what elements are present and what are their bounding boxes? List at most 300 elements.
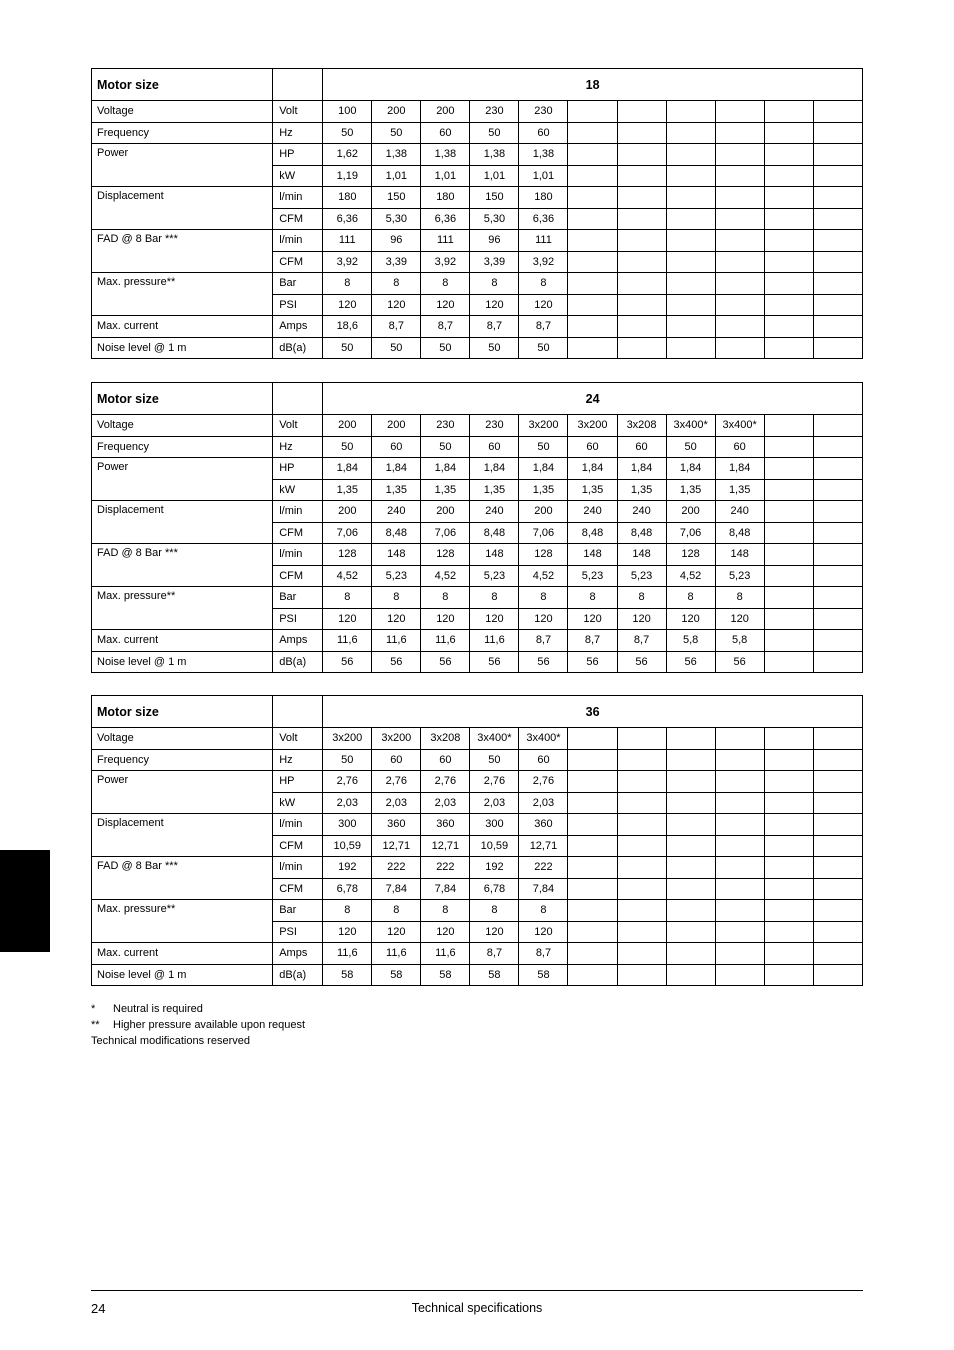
value-cell: 50 — [470, 749, 519, 771]
value-cell — [715, 208, 764, 230]
value-cell — [715, 728, 764, 750]
value-cell — [568, 230, 617, 252]
row-unit: l/min — [273, 857, 323, 879]
value-cell — [617, 294, 666, 316]
value-cell: 3x200 — [372, 728, 421, 750]
table-row — [92, 230, 863, 252]
row-unit: dB(a) — [273, 651, 323, 673]
row-label: Power — [92, 458, 273, 501]
value-cell — [813, 792, 862, 814]
row-label: Noise level @ 1 m — [92, 651, 273, 673]
value-cell — [813, 651, 862, 673]
value-cell: 1,84 — [421, 458, 470, 480]
value-cell — [715, 771, 764, 793]
header-row — [92, 69, 863, 101]
motor-size-label: Motor size — [92, 69, 273, 101]
value-cell: 3,92 — [421, 251, 470, 273]
value-cell — [666, 921, 715, 943]
table-row — [92, 101, 863, 123]
value-cell — [568, 187, 617, 209]
value-cell — [666, 728, 715, 750]
value-cell: 128 — [421, 544, 470, 566]
value-cell: 1,35 — [568, 479, 617, 501]
value-cell — [568, 921, 617, 943]
value-cell: 8 — [617, 587, 666, 609]
table-row — [92, 630, 863, 652]
value-cell: 1,35 — [421, 479, 470, 501]
value-cell: 50 — [323, 749, 372, 771]
value-cell: 1,01 — [519, 165, 568, 187]
row-label: Power — [92, 144, 273, 187]
value-cell: 100 — [323, 101, 372, 123]
value-cell: 7,84 — [372, 878, 421, 900]
value-cell — [764, 544, 813, 566]
value-cell: 8 — [519, 273, 568, 295]
value-cell: 128 — [323, 544, 372, 566]
row-label: Max. current — [92, 316, 273, 338]
value-cell: 18,6 — [323, 316, 372, 338]
value-cell — [715, 749, 764, 771]
value-cell: 60 — [421, 122, 470, 144]
value-cell: 3x400* — [519, 728, 568, 750]
value-cell — [715, 165, 764, 187]
row-label: Max. pressure** — [92, 587, 273, 630]
row-unit: Hz — [273, 436, 323, 458]
value-cell: 50 — [470, 122, 519, 144]
value-cell — [568, 101, 617, 123]
table-row — [92, 187, 863, 209]
value-cell — [813, 501, 862, 523]
value-cell — [617, 165, 666, 187]
table-row — [92, 122, 863, 144]
value-cell: 4,52 — [519, 565, 568, 587]
row-label: Max. current — [92, 630, 273, 652]
value-cell — [764, 415, 813, 437]
table-row — [92, 964, 863, 986]
value-cell: 6,78 — [470, 878, 519, 900]
value-cell — [813, 608, 862, 630]
value-cell: 240 — [715, 501, 764, 523]
value-cell: 8,48 — [470, 522, 519, 544]
value-cell — [715, 900, 764, 922]
value-cell — [568, 316, 617, 338]
table-row — [92, 544, 863, 566]
value-cell: 230 — [421, 415, 470, 437]
header-unit-cell — [273, 69, 323, 101]
value-cell — [666, 316, 715, 338]
value-cell: 222 — [519, 857, 568, 879]
value-cell: 240 — [470, 501, 519, 523]
value-cell — [715, 857, 764, 879]
value-cell — [617, 122, 666, 144]
value-cell — [764, 522, 813, 544]
value-cell: 56 — [372, 651, 421, 673]
table-row — [92, 316, 863, 338]
value-cell — [666, 878, 715, 900]
value-cell: 60 — [421, 749, 470, 771]
value-cell: 6,78 — [323, 878, 372, 900]
value-cell — [813, 878, 862, 900]
footnote-2-text: Higher pressure available upon request — [113, 1019, 306, 1031]
table-row — [92, 436, 863, 458]
value-cell: 222 — [372, 857, 421, 879]
value-cell: 2,03 — [372, 792, 421, 814]
value-cell: 3,92 — [323, 251, 372, 273]
value-cell: 7,84 — [519, 878, 568, 900]
value-cell — [813, 771, 862, 793]
value-cell — [666, 230, 715, 252]
value-cell — [813, 964, 862, 986]
value-cell: 148 — [372, 544, 421, 566]
value-cell — [813, 749, 862, 771]
value-cell: 120 — [372, 294, 421, 316]
value-cell — [764, 608, 813, 630]
value-cell: 8 — [372, 273, 421, 295]
value-cell: 6,36 — [323, 208, 372, 230]
value-cell: 1,84 — [323, 458, 372, 480]
table-row — [92, 943, 863, 965]
value-cell — [666, 749, 715, 771]
footnote-2-mark: ** — [91, 1019, 100, 1031]
value-cell: 8 — [421, 587, 470, 609]
value-cell — [617, 251, 666, 273]
value-cell: 1,84 — [568, 458, 617, 480]
value-cell: 5,23 — [470, 565, 519, 587]
value-cell — [715, 230, 764, 252]
value-cell: 3x400* — [715, 415, 764, 437]
value-cell — [764, 565, 813, 587]
value-cell: 50 — [372, 122, 421, 144]
value-cell: 8,7 — [470, 316, 519, 338]
value-cell — [813, 630, 862, 652]
value-cell: 11,6 — [421, 943, 470, 965]
value-cell — [666, 101, 715, 123]
table-row — [92, 144, 863, 166]
value-cell — [617, 921, 666, 943]
value-cell — [617, 857, 666, 879]
value-cell — [617, 964, 666, 986]
value-cell — [617, 208, 666, 230]
value-cell: 300 — [323, 814, 372, 836]
value-cell — [715, 878, 764, 900]
value-cell — [666, 337, 715, 359]
row-unit: HP — [273, 771, 323, 793]
table-row — [92, 273, 863, 295]
value-cell: 8 — [323, 273, 372, 295]
spec-table-motor-36 — [91, 695, 863, 986]
value-cell — [617, 814, 666, 836]
value-cell — [568, 165, 617, 187]
value-cell: 8,7 — [421, 316, 470, 338]
value-cell: 11,6 — [323, 630, 372, 652]
value-cell — [715, 316, 764, 338]
row-label: Frequency — [92, 122, 273, 144]
value-cell: 60 — [372, 749, 421, 771]
value-cell: 128 — [519, 544, 568, 566]
table-row — [92, 587, 863, 609]
value-cell: 3,39 — [372, 251, 421, 273]
value-cell: 8,7 — [372, 316, 421, 338]
value-cell: 8 — [470, 900, 519, 922]
value-cell: 120 — [666, 608, 715, 630]
row-unit: kW — [273, 479, 323, 501]
row-label: FAD @ 8 Bar *** — [92, 857, 273, 900]
value-cell: 1,38 — [519, 144, 568, 166]
value-cell: 58 — [470, 964, 519, 986]
value-cell: 200 — [421, 101, 470, 123]
value-cell — [568, 251, 617, 273]
footer-title: Technical specifications — [411, 1301, 543, 1315]
value-cell — [666, 294, 715, 316]
row-unit: Hz — [273, 122, 323, 144]
value-cell — [666, 771, 715, 793]
value-cell — [764, 501, 813, 523]
value-cell: 8 — [666, 587, 715, 609]
value-cell: 10,59 — [470, 835, 519, 857]
table-row — [92, 415, 863, 437]
value-cell — [617, 792, 666, 814]
value-cell — [813, 943, 862, 965]
value-cell: 60 — [715, 436, 764, 458]
value-cell: 111 — [421, 230, 470, 252]
value-cell: 96 — [470, 230, 519, 252]
value-cell — [813, 565, 862, 587]
row-unit: l/min — [273, 187, 323, 209]
value-cell: 120 — [470, 294, 519, 316]
value-cell: 56 — [421, 651, 470, 673]
value-cell: 3x400* — [470, 728, 519, 750]
row-unit: Volt — [273, 415, 323, 437]
value-cell: 3x200 — [323, 728, 372, 750]
value-cell: 8,48 — [715, 522, 764, 544]
value-cell — [568, 835, 617, 857]
value-cell: 150 — [372, 187, 421, 209]
value-cell: 1,35 — [323, 479, 372, 501]
value-cell: 12,71 — [519, 835, 568, 857]
row-unit: l/min — [273, 814, 323, 836]
value-cell — [764, 943, 813, 965]
page-number: 24 — [91, 1301, 106, 1316]
value-cell: 7,06 — [666, 522, 715, 544]
footer-divider — [91, 1290, 863, 1291]
value-cell — [813, 230, 862, 252]
value-cell: 58 — [421, 964, 470, 986]
value-cell — [568, 337, 617, 359]
value-cell: 200 — [323, 501, 372, 523]
value-cell — [813, 187, 862, 209]
table-row — [92, 728, 863, 750]
row-unit: kW — [273, 165, 323, 187]
value-cell: 360 — [372, 814, 421, 836]
row-label: Frequency — [92, 436, 273, 458]
value-cell: 56 — [323, 651, 372, 673]
value-cell: 7,06 — [421, 522, 470, 544]
value-cell — [617, 749, 666, 771]
value-cell — [617, 101, 666, 123]
value-cell: 50 — [323, 337, 372, 359]
value-cell: 8,7 — [519, 943, 568, 965]
value-cell: 200 — [421, 501, 470, 523]
value-cell: 148 — [568, 544, 617, 566]
value-cell: 230 — [519, 101, 568, 123]
value-cell — [813, 814, 862, 836]
value-cell — [666, 208, 715, 230]
value-cell: 50 — [323, 122, 372, 144]
value-cell: 56 — [715, 651, 764, 673]
value-cell: 120 — [568, 608, 617, 630]
row-unit: Hz — [273, 749, 323, 771]
value-cell: 120 — [470, 921, 519, 943]
value-cell: 8 — [372, 587, 421, 609]
table-row — [92, 651, 863, 673]
value-cell: 5,30 — [470, 208, 519, 230]
value-cell: 8 — [715, 587, 764, 609]
value-cell: 3x200 — [568, 415, 617, 437]
footnote-2 — [91, 1017, 305, 1033]
value-cell — [764, 436, 813, 458]
value-cell: 1,84 — [470, 458, 519, 480]
value-cell — [715, 273, 764, 295]
row-label: FAD @ 8 Bar *** — [92, 544, 273, 587]
value-cell — [764, 165, 813, 187]
value-cell: 120 — [372, 608, 421, 630]
value-cell: 8 — [372, 900, 421, 922]
value-cell: 8,7 — [470, 943, 519, 965]
value-cell: 120 — [470, 608, 519, 630]
row-unit: HP — [273, 144, 323, 166]
value-cell — [813, 415, 862, 437]
value-cell: 1,19 — [323, 165, 372, 187]
value-cell: 2,76 — [421, 771, 470, 793]
value-cell: 1,38 — [421, 144, 470, 166]
value-cell — [813, 857, 862, 879]
value-cell: 4,52 — [421, 565, 470, 587]
value-cell — [813, 337, 862, 359]
value-cell: 200 — [372, 101, 421, 123]
value-cell — [715, 337, 764, 359]
value-cell: 8 — [323, 587, 372, 609]
value-cell: 60 — [519, 122, 568, 144]
table-row — [92, 900, 863, 922]
value-cell: 50 — [666, 436, 715, 458]
value-cell: 120 — [421, 921, 470, 943]
value-cell — [568, 273, 617, 295]
row-unit: CFM — [273, 208, 323, 230]
value-cell: 1,62 — [323, 144, 372, 166]
value-cell: 50 — [519, 337, 568, 359]
value-cell: 8 — [519, 587, 568, 609]
value-cell: 2,03 — [323, 792, 372, 814]
value-cell: 11,6 — [323, 943, 372, 965]
row-label: Displacement — [92, 501, 273, 544]
motor-size-value: 18 — [323, 69, 863, 101]
value-cell — [764, 630, 813, 652]
value-cell: 11,6 — [372, 943, 421, 965]
value-cell: 60 — [568, 436, 617, 458]
value-cell: 8,48 — [617, 522, 666, 544]
value-cell: 8 — [421, 273, 470, 295]
value-cell: 1,38 — [470, 144, 519, 166]
value-cell: 120 — [715, 608, 764, 630]
value-cell — [764, 835, 813, 857]
value-cell — [764, 208, 813, 230]
value-cell: 120 — [617, 608, 666, 630]
value-cell: 230 — [470, 101, 519, 123]
row-label: Max. current — [92, 943, 273, 965]
value-cell: 120 — [519, 921, 568, 943]
value-cell: 7,06 — [519, 522, 568, 544]
table-row — [92, 771, 863, 793]
value-cell: 120 — [323, 608, 372, 630]
value-cell — [764, 878, 813, 900]
value-cell — [813, 316, 862, 338]
value-cell: 1,35 — [666, 479, 715, 501]
value-cell: 120 — [421, 608, 470, 630]
row-label: Frequency — [92, 749, 273, 771]
value-cell: 2,03 — [519, 792, 568, 814]
value-cell: 56 — [568, 651, 617, 673]
value-cell — [813, 900, 862, 922]
section-side-tab — [0, 850, 50, 952]
value-cell: 2,03 — [421, 792, 470, 814]
value-cell: 1,84 — [372, 458, 421, 480]
value-cell — [617, 900, 666, 922]
value-cell — [813, 122, 862, 144]
value-cell — [617, 187, 666, 209]
value-cell: 8,7 — [519, 630, 568, 652]
value-cell — [617, 878, 666, 900]
value-cell: 240 — [617, 501, 666, 523]
value-cell: 1,01 — [372, 165, 421, 187]
value-cell — [813, 522, 862, 544]
value-cell: 5,30 — [372, 208, 421, 230]
value-cell: 4,52 — [323, 565, 372, 587]
motor-size-value: 36 — [323, 696, 863, 728]
value-cell: 200 — [666, 501, 715, 523]
value-cell — [568, 857, 617, 879]
value-cell — [813, 101, 862, 123]
header-unit-cell — [273, 696, 323, 728]
value-cell: 1,35 — [617, 479, 666, 501]
value-cell — [764, 458, 813, 480]
value-cell — [666, 251, 715, 273]
value-cell: 1,84 — [715, 458, 764, 480]
value-cell: 8 — [470, 587, 519, 609]
value-cell — [813, 273, 862, 295]
value-cell — [568, 814, 617, 836]
row-unit: l/min — [273, 501, 323, 523]
row-unit: CFM — [273, 251, 323, 273]
value-cell — [715, 187, 764, 209]
value-cell — [568, 144, 617, 166]
value-cell — [715, 835, 764, 857]
value-cell — [617, 273, 666, 295]
value-cell: 300 — [470, 814, 519, 836]
value-cell — [813, 144, 862, 166]
value-cell: 3x400* — [666, 415, 715, 437]
value-cell: 12,71 — [421, 835, 470, 857]
value-cell — [813, 458, 862, 480]
value-cell — [764, 964, 813, 986]
value-cell: 8 — [470, 273, 519, 295]
value-cell — [568, 728, 617, 750]
value-cell — [715, 122, 764, 144]
value-cell: 120 — [421, 294, 470, 316]
value-cell — [813, 544, 862, 566]
spec-table-motor-18 — [91, 68, 863, 359]
value-cell — [715, 814, 764, 836]
row-unit: dB(a) — [273, 337, 323, 359]
